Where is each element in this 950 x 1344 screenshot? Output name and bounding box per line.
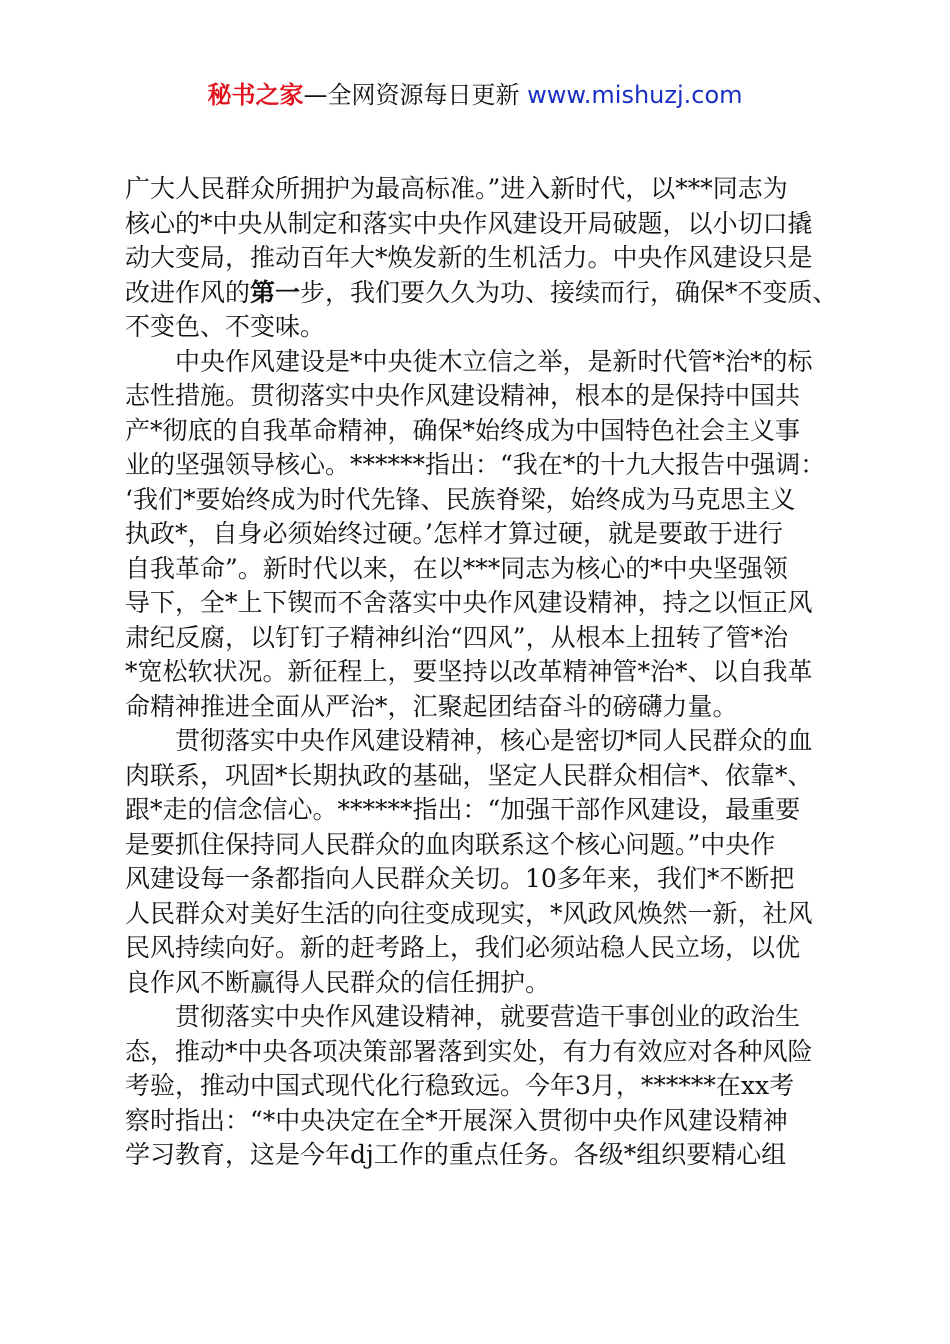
text-line: 态，推动*中央各项决策部署落到实处，有力有效应对各种风险 bbox=[125, 1036, 813, 1066]
document-body bbox=[125, 172, 837, 1173]
text-line: 不变色、不变味。 bbox=[125, 312, 326, 341]
text-line: 学习教育，这是今年dj工作的重点任务。各级*组织要精心组 bbox=[125, 1140, 787, 1169]
site-header bbox=[0, 78, 950, 112]
text-line: 考验，推动中国式现代化行稳致远。今年3月，******在xx考 bbox=[125, 1071, 795, 1100]
text-line: 产*彻底的自我革命精神，确保*始终成为中国特色社会主义事 bbox=[125, 415, 801, 445]
text-line: 执政*，自身必须始终过硬。’怎样才算过硬，就是要敢于进行 bbox=[125, 519, 783, 548]
text-line: 志性措施。贯彻落实中央作风建设精神，根本的是保持中国共 bbox=[125, 381, 801, 410]
text-line: 肉联系，巩固*长期执政的基础，坚定人民群众相信*、依靠*、 bbox=[125, 760, 813, 790]
paragraph-first-line: 贯彻落实中央作风建设精神，就要营造干事创业的政治生 bbox=[175, 1002, 801, 1031]
text-line bbox=[125, 276, 837, 311]
header-tagline: —全网资源每日更新 bbox=[303, 81, 520, 109]
text-line: 是要抓住保持同人民群众的血肉联系这个核心问题。”中央作 bbox=[125, 829, 776, 859]
text-line: 风建设每一条都指向人民群众关切。10多年来，我们*不断把 bbox=[125, 864, 795, 893]
text-line: 自我革命”。新时代以来，在以***同志为核心的*中央坚强领 bbox=[125, 553, 788, 583]
text-line: 跟*走的信念信心。******指出：“加强干部作风建设，最重要 bbox=[125, 795, 801, 824]
text-line: 民风持续向好。新的赶考路上，我们必须站稳人民立场，以优 bbox=[125, 933, 801, 962]
bold-text: 第一 bbox=[250, 277, 301, 307]
brand-name: 秘书之家 bbox=[207, 81, 304, 109]
paragraph-first-line: 贯彻落实中央作风建设精神，核心是密切*同人民群众的血 bbox=[175, 726, 813, 755]
paragraph-first-line: 中央作风建设是*中央徙木立信之举，是新时代管*治*的标 bbox=[175, 346, 813, 376]
text-line: 广大人民群众所拥护为最高标准。”进入新时代，以***同志为 bbox=[125, 174, 788, 203]
text-line: *宽松软状况。新征程上，要坚持以改革精神管*治*、以自我革 bbox=[125, 657, 813, 686]
text-line: 察时指出：“*中央决定在全*开展深入贯彻中央作风建设精神 bbox=[125, 1105, 788, 1135]
text-line: 核心的*中央从制定和落实中央作风建设开局破题，以小切口撬 bbox=[125, 208, 813, 238]
text-line: 人民群众对美好生活的向往变成现实，*风政风焕然一新，社风 bbox=[125, 898, 813, 928]
text-segment: 步，我们要久久为功、接续而行，确保*不变质、 bbox=[300, 277, 838, 307]
text-line: 导下，全*上下锲而不舍落实中央作风建设精神，持之以恒正风 bbox=[125, 588, 813, 617]
text-line: 肃纪反腐，以钉钉子精神纠治“四风”，从根本上扭转了管*治 bbox=[125, 622, 789, 652]
text-line: 动大变局，推动百年大*焕发新的生机活力。中央作风建设只是 bbox=[125, 243, 813, 272]
text-line: 命精神推进全面从严治*，汇聚起团结奋斗的磅礴力量。 bbox=[125, 691, 738, 721]
text-line: ‘我们*要始终成为时代先锋、民族脊梁，始终成为马克思主义 bbox=[125, 484, 796, 514]
site-url-link[interactable]: www.mishuzj.com bbox=[527, 81, 743, 109]
text-segment: 改进作风的 bbox=[125, 277, 251, 307]
text-line: 业的坚强领导核心。******指出：“我在*的十九大报告中强调： bbox=[125, 450, 826, 479]
text-line: 良作风不断赢得人民群众的信任拥护。 bbox=[125, 967, 551, 997]
